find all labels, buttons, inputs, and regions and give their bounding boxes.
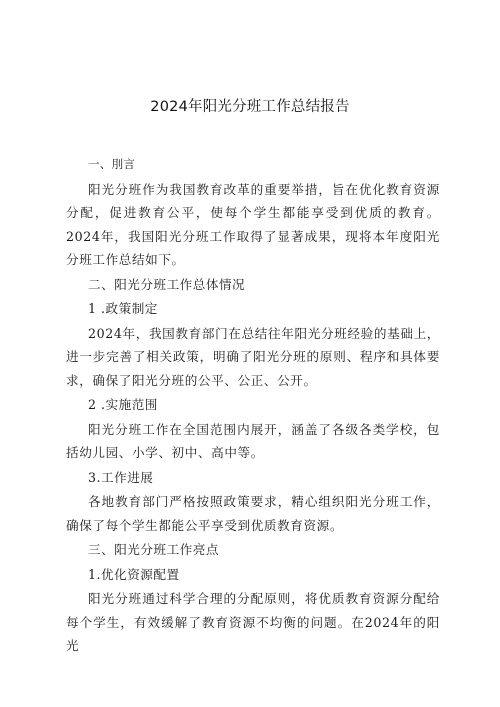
paragraph-resource-allocation: 阳光分班通过科学合理的分配原则，将优质教育资源分配给每个学生，有效缓解了教育资源不均衡的问题。在2024年的阳光 <box>66 591 440 653</box>
subheading-policy: 1 .政策制定 <box>88 301 158 316</box>
paragraph-preface: 阳光分班作为我国教育改革的重要举措，旨在优化教育资源分配，促进教育公平，使每个学生都能享受到优质的教育。2024年，我国阳光分班工作取得了显著成果，现将本年度阳光分班工作总结如下。 <box>66 181 440 267</box>
document-body <box>66 152 440 658</box>
document-title: 2024年阳光分班工作总结报告 <box>150 99 350 115</box>
paragraph-progress: 各地教育部门严格按照政策要求，精心组织阳光分班工作，确保了每个学生都能公平享受到优质教育资源。 <box>66 494 440 533</box>
subheading-scope: 2 .实施范围 <box>88 397 158 412</box>
subheading-resource-allocation: 1.优化资源配置 <box>88 566 180 582</box>
paragraph-scope: 阳光分班工作在全国范围内展开，涵盖了各级各类学校，包括幼儿园、小学、初中、高中等。 <box>66 421 440 460</box>
section-heading-preface: 一、刖言 <box>88 157 136 171</box>
subheading-progress: 3.工作进展 <box>88 469 154 485</box>
section-heading-highlights: 三、阳光分班工作亮点 <box>88 542 219 557</box>
section-heading-overview: 二、阳光分班工作总体情况 <box>88 276 246 292</box>
paragraph-policy: 2024年，我国教育部门在总结往年阳光分班经验的基础上，进一步完善了相关政策，明确了阳光分班的原则、程序和具体要求，确保了阳光分班的公平、公正、公开。 <box>66 325 440 388</box>
